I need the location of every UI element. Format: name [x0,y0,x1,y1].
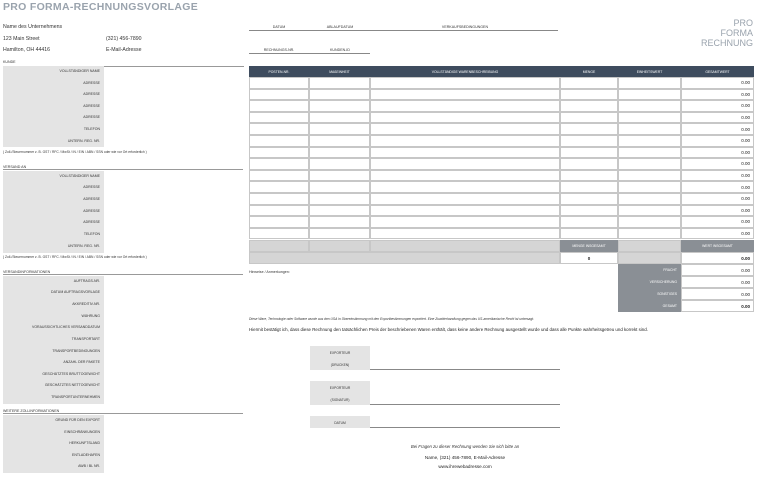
row-gesamtwert-cell[interactable]: 0.00 [681,193,754,205]
fracht-label: FRACHT [618,264,681,276]
kunde-field-address-3: ADRESSE [83,104,100,108]
datum-sign-label: DATUM [334,421,346,425]
footer-contact: Name, (321) 456-7890, E-Mail-Adresse [424,455,506,460]
row-gesamtwert-cell[interactable]: 0.00 [681,170,754,182]
exporteur-label-2: EXPORTEUR [329,386,351,390]
table-cell[interactable] [249,135,309,147]
versandinfo-field-3: WÄHRUNG [81,314,100,318]
kunde-field-reg: UNTERN. REG. NR. [67,139,100,143]
table-cell[interactable] [618,89,681,101]
row-gesamtwert-cell[interactable]: 0.00 [681,77,754,89]
kunde-field-address-1: ADRESSE [83,81,100,85]
total-row-blank-4 [618,240,681,252]
company-email: E-Mail-Adresse [106,47,142,53]
table-cell[interactable] [560,158,618,170]
table-cell[interactable] [560,135,618,147]
versandinfo-field-2: AKKREDITIV-NR. [72,302,100,306]
kunde-heading: KUNDE [3,60,16,64]
signatur-label: (SIGNATUR) [330,398,350,402]
table-cell[interactable] [249,205,309,217]
sum-row-blank [249,252,560,264]
company-name: Name des Unternehmens [3,24,63,30]
row-gesamtwert-cell[interactable]: 0.00 [681,89,754,101]
table-cell[interactable] [618,100,681,112]
menge-insgesamt-value: 0 [560,252,618,264]
table-cell[interactable] [370,123,560,135]
col-header-posten: POSTEN-NR. [249,66,309,77]
table-cell[interactable] [309,193,370,205]
table-cell[interactable] [309,112,370,124]
zoll-field-0: GRUND FÜR DEN EXPORT [55,418,100,422]
versand-field-reg: UNTERN. REG. NR. [67,244,100,248]
versand-field-name: VOLLSTÄNDIGER NAME [59,174,100,178]
table-cell[interactable] [249,181,309,193]
wert-insgesamt-label: WERT INSGESAMT [681,240,754,252]
versand-field-address-4: ADRESSE [83,220,100,224]
exporteur-signatur-line[interactable] [370,404,560,405]
table-cell[interactable] [560,181,618,193]
table-cell[interactable] [560,77,618,89]
table-cell[interactable] [370,205,560,217]
versicherung-value[interactable]: 0.00 [681,276,754,288]
table-cell[interactable] [618,216,681,228]
versandinfo-field-5: TRANSPORTART [71,337,100,341]
col-header-beschreibung: VOLLSTÄNDIGE WARENBESCHREIBUNG [370,66,560,77]
sonstiges-value[interactable]: 0.00 [681,288,754,300]
row-gesamtwert-cell[interactable]: 0.00 [681,112,754,124]
exporteur-drucken-line[interactable] [370,369,560,370]
col-header-einheitswert: EINHEITSWERT [618,66,681,77]
versandinfo-field-9: GESCHÄTZTES NETTOGEWICHT [44,383,100,387]
table-cell[interactable] [618,77,681,89]
table-cell[interactable] [560,123,618,135]
sum-row-blank-2 [618,252,681,264]
zoll-value-panel[interactable] [104,415,244,473]
total-row-blank-2 [309,240,370,252]
table-cell[interactable] [249,77,309,89]
company-street: 123 Main Street [3,36,40,42]
table-cell[interactable] [249,228,309,240]
kunde-field-address-4: ADRESSE [83,115,100,119]
table-cell[interactable] [249,100,309,112]
table-cell[interactable] [618,228,681,240]
col-header-masseinheit: MAßEINHEIT [309,66,370,77]
versand-note: ( Zoll-/Steuernummer z. B. GST / RFC / MwSt / IN / EIN / ABN / SSN oder wie vor Ort erforderlich ) [3,255,147,259]
table-cell[interactable] [560,216,618,228]
table-cell[interactable] [618,205,681,217]
table-cell[interactable] [560,228,618,240]
table-cell[interactable] [618,158,681,170]
header-underline [249,30,558,31]
row-gesamtwert-cell[interactable]: 0.00 [681,205,754,217]
table-cell[interactable] [309,89,370,101]
company-phone: (321) 456-7890 [106,36,142,42]
table-cell[interactable] [370,181,560,193]
footer-website[interactable]: www.ihrewebadresse.com [438,464,492,469]
table-cell[interactable] [249,89,309,101]
table-cell[interactable] [370,216,560,228]
table-cell[interactable] [309,123,370,135]
row-gesamtwert-cell[interactable]: 0.00 [681,158,754,170]
table-cell[interactable] [370,77,560,89]
table-cell[interactable] [249,170,309,182]
table-cell[interactable] [309,216,370,228]
versandinfo-heading: VERSANDINFORMATIONEN [3,270,243,275]
label-datum: DATUM [272,25,286,29]
table-cell[interactable] [309,205,370,217]
proforma-heading: PRO FORMA RECHNUNG [700,18,753,48]
hinweise-field[interactable] [249,276,609,314]
gesamt-label: GESAMT [618,300,681,312]
kunde-field-phone: TELEFON [83,127,100,131]
row-gesamtwert-cell[interactable]: 0.00 [681,181,754,193]
table-cell[interactable] [249,123,309,135]
label-kunden-id: KUNDEN-ID [330,48,350,52]
table-cell[interactable] [560,205,618,217]
table-cell[interactable] [370,170,560,182]
versandinfo-field-7: ANZAHL DER PAKETE [63,360,100,364]
zoll-heading: WEITERE ZOLLINFORMATIONEN [3,409,243,414]
versand-field-phone: TELEFON [83,232,100,236]
versandinfo-value-panel[interactable] [104,276,244,404]
table-cell[interactable] [618,147,681,159]
table-cell[interactable] [618,170,681,182]
label-rechnungs-nr: RECHNUNGS-NR. [263,48,295,52]
table-cell[interactable] [618,193,681,205]
table-cell[interactable] [618,135,681,147]
zoll-field-4: AWB / BL NR. [78,464,100,468]
row-gesamtwert-cell[interactable]: 0.00 [681,135,754,147]
table-cell[interactable] [249,112,309,124]
versand-field-address-2: ADRESSE [83,197,100,201]
table-cell[interactable] [560,100,618,112]
versandinfo-field-1: DATUM AUFTRAGSVORLAGE [51,290,100,294]
table-cell[interactable] [560,89,618,101]
versandinfo-field-8: GESCHÄTZTES BRUTTOGEWICHT [42,372,100,376]
row-gesamtwert-cell[interactable]: 0.00 [681,100,754,112]
table-cell[interactable] [309,100,370,112]
zoll-field-1: EINSCHRÄNKUNGEN [64,430,100,434]
table-cell[interactable] [560,112,618,124]
table-cell[interactable] [618,181,681,193]
table-cell[interactable] [618,123,681,135]
versandinfo-field-4: VORAUSSICHTLICHES VERSANDDATUM [31,325,100,329]
table-cell[interactable] [370,89,560,101]
gesamt-value: 0.00 [681,300,754,312]
menge-insgesamt-label: MENGE INSGESAMT [560,240,618,252]
table-cell[interactable] [370,112,560,124]
table-cell[interactable] [249,193,309,205]
table-cell[interactable] [370,147,560,159]
label-verkaufsbedingungen: VERKAUFSBEDINGUNGEN [441,25,489,29]
certification-text: Hiermit bestätigt ich, dass diese Rechnung den tatsächlichen Preis der beschriebenen Waren enthält, dass keine andere Rechnung ausgestellt wurde und dass alle Punkte wahrheitsgetreu und korrekt sind. [249,327,648,332]
table-cell[interactable] [370,100,560,112]
table-cell[interactable] [309,147,370,159]
versandinfo-field-0: AUFTRAGS-NR. [73,279,100,283]
versicherung-label: VERSICHERUNG [618,276,681,288]
row-gesamtwert-cell[interactable]: 0.00 [681,228,754,240]
wert-insgesamt-value: 0.00 [681,252,754,264]
hinweise-label: Hinweise / Anmerkungen: [249,270,290,274]
exporteur-label-1: EXPORTEUR [329,351,351,355]
table-cell[interactable] [370,158,560,170]
table-cell[interactable] [249,216,309,228]
table-cell[interactable] [309,170,370,182]
versandinfo-field-6: TRANSPORTBEDINGUNGEN [52,349,100,353]
label-ablaufdatum: ABLAUFDATUM [326,25,354,29]
export-note: Diese Ware, Technologie oder Software wurde aus den USA in Übereinstimmung mit den Exportbestimmungen exportiert. Eine Zuwiderhandlung gegen das US-amerikanische Recht ist untersagt. [249,317,535,321]
kunde-note: ( Zoll-/Steuernummer z. B. GST / RFC / MwSt / IN / EIN / ABN / SSN oder wie vor Ort erforderlich ) [3,150,147,154]
table-cell[interactable] [370,193,560,205]
zoll-field-2: HERKUNFTSLAND [69,441,100,445]
versand-field-address-1: ADRESSE [83,185,100,189]
versand-value-panel[interactable] [104,171,244,253]
total-row-blank-1 [249,240,309,252]
kunde-field-name: VOLLSTÄNDIGER NAME [59,69,100,73]
row-gesamtwert-cell[interactable]: 0.00 [681,147,754,159]
table-cell[interactable] [560,147,618,159]
table-cell[interactable] [370,135,560,147]
col-header-gesamtwert: GESAMTWERT [681,66,754,77]
table-cell[interactable] [560,170,618,182]
table-cell[interactable] [309,228,370,240]
versand-field-address-3: ADRESSE [83,209,100,213]
footer-question: Bei Fragen zu dieser Rechnung wenden Sie sich bitte an [410,444,520,449]
table-cell[interactable] [370,228,560,240]
table-cell[interactable] [560,193,618,205]
page-title: PRO FORMA-RECHNUNGSVORLAGE [3,1,199,13]
table-cell[interactable] [309,135,370,147]
drucken-label: (DRUCKEN) [330,363,350,367]
datum-sign-line[interactable] [370,427,560,428]
table-cell[interactable] [309,181,370,193]
kunde-value-panel[interactable] [104,66,244,147]
total-row-blank-3 [370,240,560,252]
sonstiges-label: SONSTIGES [618,288,681,300]
zoll-field-3: ENTLADEHAFEN [71,453,100,457]
col-header-menge: MENGE [560,66,618,77]
versand-heading: VERSAND AN [3,165,243,170]
row-gesamtwert-cell[interactable]: 0.00 [681,216,754,228]
table-cell[interactable] [249,147,309,159]
row-gesamtwert-cell[interactable]: 0.00 [681,123,754,135]
table-cell[interactable] [309,77,370,89]
header-underline-2 [249,53,370,54]
table-cell[interactable] [249,158,309,170]
fracht-value[interactable]: 0.00 [681,264,754,276]
company-city: Hamilton, OH 44416 [3,47,50,53]
table-cell[interactable] [618,112,681,124]
kunde-field-address-2: ADRESSE [83,92,100,96]
table-cell[interactable] [309,158,370,170]
versandinfo-field-10: TRANSPORTUNTERNEHMEN [51,395,100,399]
